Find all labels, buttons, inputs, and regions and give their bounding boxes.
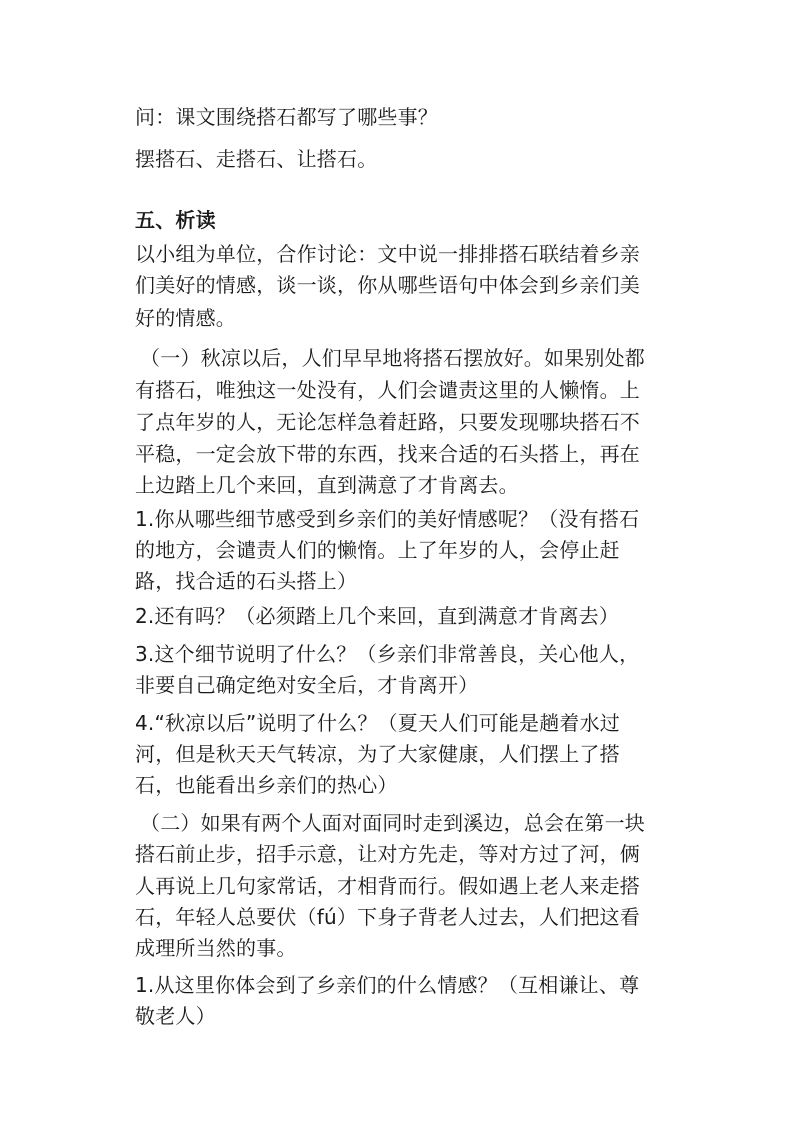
question-item: 河，但是秋天天气转凉，为了大家健康，人们摆上了搭: [135, 742, 620, 766]
passage-line: 平稳，一定会放下带的东西，找来合适的石头搭上，再在: [135, 442, 640, 466]
passage-line: 石，年轻人总要伏（fú）下身子背老人过去，人们把这看: [135, 905, 640, 929]
answer-text: 摆搭石、走搭石、让搭石。: [135, 147, 378, 171]
question-item: 非要自己确定绝对安全后，才肯离开）: [135, 673, 479, 697]
passage-line: （二）如果有两个人面对面同时走到溪边，总会在第一块: [140, 811, 645, 835]
question-item: 的地方，会谴责人们的懒惰。上了年岁的人，会停止赶: [135, 538, 620, 562]
question-item: 3.这个细节说明了什么？（乡亲们非常善良，关心他人，: [135, 642, 640, 666]
question-item: 1.从这里你体会到了乡亲们的什么情感？（互相谦让、尊: [135, 973, 640, 997]
intro-line: 好的情感。: [135, 306, 236, 330]
section-heading: 五、析读: [135, 208, 216, 232]
question-item: 2.还有吗？（必须踏上几个来回，直到满意才肯离去）: [135, 604, 620, 628]
question-item: 1.你从哪些细节感受到乡亲们的美好情感呢？（没有搭石: [135, 507, 640, 531]
question-item: 敬老人）: [135, 1004, 216, 1028]
passage-line: 了点年岁的人，无论怎样急着赶路，只要发现哪块搭石不: [135, 410, 640, 434]
passage-line: 成理所当然的事。: [135, 936, 297, 960]
question-item: 石，也能看出乡亲们的热心）: [135, 773, 398, 797]
question-item: 路，找合适的石头搭上）: [135, 569, 358, 593]
intro-line: 以小组为单位，合作讨论：文中说一排排搭石联结着乡亲: [135, 242, 640, 266]
passage-line: （一）秋凉以后，人们早早地将搭石摆放好。如果别处都: [140, 346, 645, 370]
passage-line: 上边踏上几个来回，直到满意了才肯离去。: [135, 473, 519, 497]
intro-line: 们美好的情感，谈一谈，你从哪些语句中体会到乡亲们美: [135, 273, 640, 297]
passage-line: 搭石前止步，招手示意，让对方先走，等对方过了河，俩: [135, 842, 640, 866]
passage-line: 有搭石，唯独这一处没有，人们会谴责这里的人懒惰。上: [135, 378, 640, 402]
passage-line: 人再说上几句家常话，才相背而行。假如遇上老人来走搭: [135, 874, 640, 898]
question-text: 问：课文围绕搭石都写了哪些事？: [135, 105, 438, 129]
question-item: 4.“秋凉以后”说明了什么？（夏天人们可能是趟着水过: [135, 711, 621, 735]
